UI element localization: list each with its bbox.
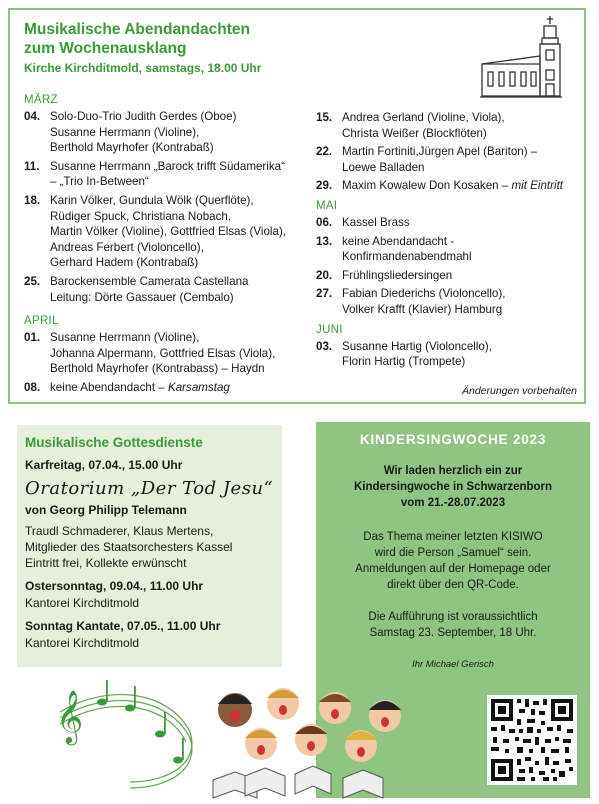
- list-item: 20. Frühlingsliedersingen: [316, 268, 453, 282]
- list-item: 01. Susanne Herrmann (Violine), Johanna Alpermann, Gottfried Elsas (Viola), Berthold Mayrhofer (Kontrabass) – Haydn: [24, 331, 276, 376]
- event-title: Sonntag Kantate, 07.05., 11.00 Uhr: [25, 619, 221, 633]
- list-item: 18. Karin Völker, Gundula Wölk (Querflöte), Rüdiger Spuck, Christiana Nobach, Martin Völker (Violine), Gottfried Elsas (Viola), Andreas Ferbert (Violoncello), Gerhard Hadem (Kontrabaß): [24, 193, 287, 270]
- month-label: APRIL: [24, 315, 59, 328]
- month-label: JUNI: [316, 323, 343, 336]
- qr-code[interactable]: [487, 695, 577, 785]
- event-performer: Kantorei Kirchditmold: [25, 596, 140, 610]
- month-label: MAI: [316, 199, 338, 212]
- subtitle: Kirche Kirchditmold, samstags, 18.00 Uhr: [24, 61, 262, 75]
- list-item: 06. Kassel Brass: [316, 215, 410, 229]
- performance-text: Die Aufführung ist voraussichtlich Samstag 23. September, 18 Uhr.: [368, 611, 538, 639]
- list-item: 13. keine Abendandacht - Konfirmandenabendmahl: [316, 234, 472, 264]
- event-performer: Kantorei Kirchditmold: [25, 636, 140, 650]
- church-icon: [480, 14, 574, 100]
- composer: von Georg Philipp Telemann: [25, 503, 187, 517]
- event-title: Karfreitag, 07.04., 15.00 Uhr: [25, 458, 183, 472]
- list-item: 22. Martin Fortiniti,Jürgen Apel (Bariton) – Loewe Balladen: [316, 145, 538, 174]
- footnote: Änderungen vorbehalten: [461, 385, 577, 397]
- gottesdienste-box: [17, 425, 282, 667]
- list-item: 08. keine Abendandacht – Karsamstag: [24, 380, 230, 394]
- oratorium-title: Oratorium „Der Tod Jesu“: [25, 478, 274, 499]
- singing-children-illustration: [205, 680, 415, 800]
- section-heading: KINDERSINGWOCHE 2023: [359, 432, 547, 447]
- list-item: 11. Susanne Herrmann „Barock trifft Südamerika“ – „Trio In-Between“: [24, 159, 285, 189]
- svg-text:𝄞: 𝄞: [56, 689, 84, 743]
- performers: Traudl Schmaderer, Klaus Mertens, Mitglieder des Staatsorchesters Kassel Eintritt frei, Kollekte erwünscht: [25, 524, 233, 570]
- list-item: 27. Fabian Diederichs (Violoncello), Volker Krafft (Klavier) Hamburg: [316, 287, 506, 316]
- theme-text: Das Thema meiner letzten KISIWO wird die Person „Samuel“ sein. Anmeldungen auf der Homepage oder direkt über den QR-Code.: [355, 531, 551, 591]
- header: [24, 20, 261, 75]
- signature: Ihr Michael Gerisch: [412, 659, 494, 670]
- event-title: Ostersonntag, 09.04., 11.00 Uhr: [25, 579, 204, 593]
- list-item: 15. Andrea Gerland (Violine, Viola), Christa Weißer (Blockflöten): [316, 111, 505, 140]
- music-notes-icon: [50, 672, 200, 792]
- title-line2: zum Wochenausklang: [24, 40, 187, 57]
- invite-text: Wir laden herzlich ein zur Kindersingwoche in Schwarzenborn vom 21.-28.07.2023: [353, 465, 553, 509]
- section-heading: Musikalische Gottesdienste: [25, 435, 203, 450]
- month-label: MÄRZ: [24, 94, 58, 106]
- list-item: 25. Barockensemble Camerata Castellana Leitung: Dörte Gassauer (Cembalo): [24, 274, 249, 304]
- list-item: 04. Solo-Duo-Trio Judith Gerdes (Oboe) Susanne Herrmann (Violine), Berthold Mayrhofer (Kontrabaß): [24, 110, 237, 155]
- list-item: 29. Maxim Kowalew Don Kosaken – mit Eintritt: [316, 179, 564, 193]
- title-line1: Musikalische Abendandachten: [24, 21, 250, 38]
- right-column: [316, 108, 586, 373]
- left-column: [24, 88, 314, 399]
- list-item: 03. Susanne Hartig (Violoncello), Florin Hartig (Trompete): [316, 339, 492, 369]
